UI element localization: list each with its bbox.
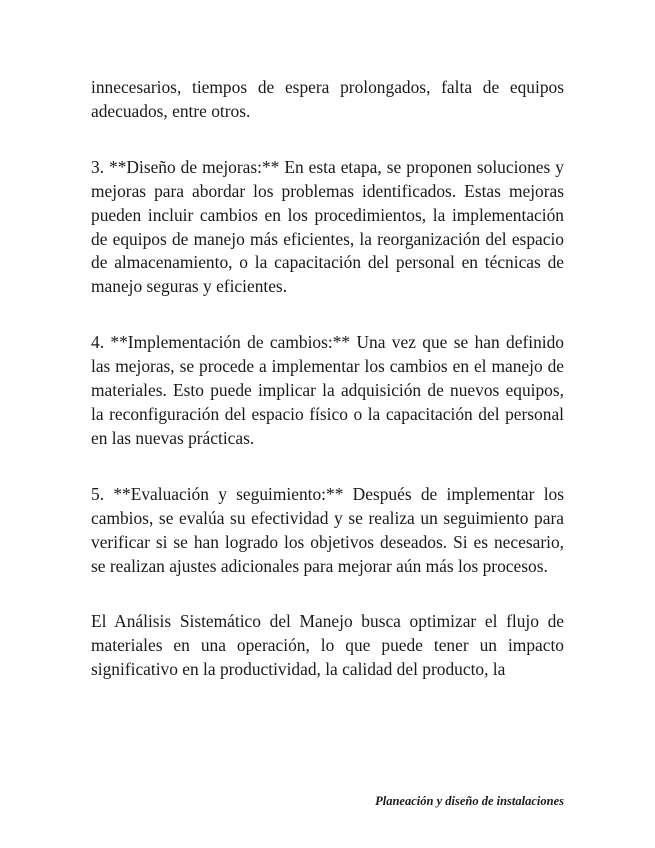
paragraph-gap: [91, 299, 564, 331]
running-footer-title: Planeación y diseño de instalaciones: [375, 794, 564, 808]
paragraph-step-5: 5. **Evaluación y seguimiento:** Después de implementar los cambios, se evalúa su efectividad y se realiza un seguimiento para verificar si se han logrado los objetivos deseados. Si es necesario, se realizan ajustes adicionales para mejorar aún más los procesos.: [91, 483, 564, 576]
paragraph-gap: [91, 124, 564, 156]
paragraph-step-4: 4. **Implementación de cambios:** Una vez que se han definido las mejoras, se procede a implementar los cambios en el manejo de materiales. Esto puede implicar la adquisición de nuevos equipos, la reconfiguración del espacio físico o la capacitación del personal en las nuevas prácticas.: [91, 332, 564, 448]
page-body: [91, 76, 564, 682]
paragraph-gap: [91, 451, 564, 483]
paragraph-continuation: innecesarios, tiempos de espera prolongados, falta de equipos adecuados, entre otros.: [91, 77, 564, 121]
paragraph-conclusion: El Análisis Sistemático del Manejo busca optimizar el flujo de materiales en una operación, lo que puede tener un impacto significativo en la productividad, la calidad del producto, la: [91, 611, 564, 680]
paragraph-gap: [91, 578, 564, 610]
paragraph-step-3: 3. **Diseño de mejoras:** En esta etapa, se proponen soluciones y mejoras para abordar los problemas identificados. Estas mejoras pueden incluir cambios en los procedimientos, la implementación de equipos de manejo más eficientes, la reorganización del espacio de almacenamiento, o la capacitación del personal en técnicas de manejo seguras y eficientes.: [91, 156, 564, 297]
